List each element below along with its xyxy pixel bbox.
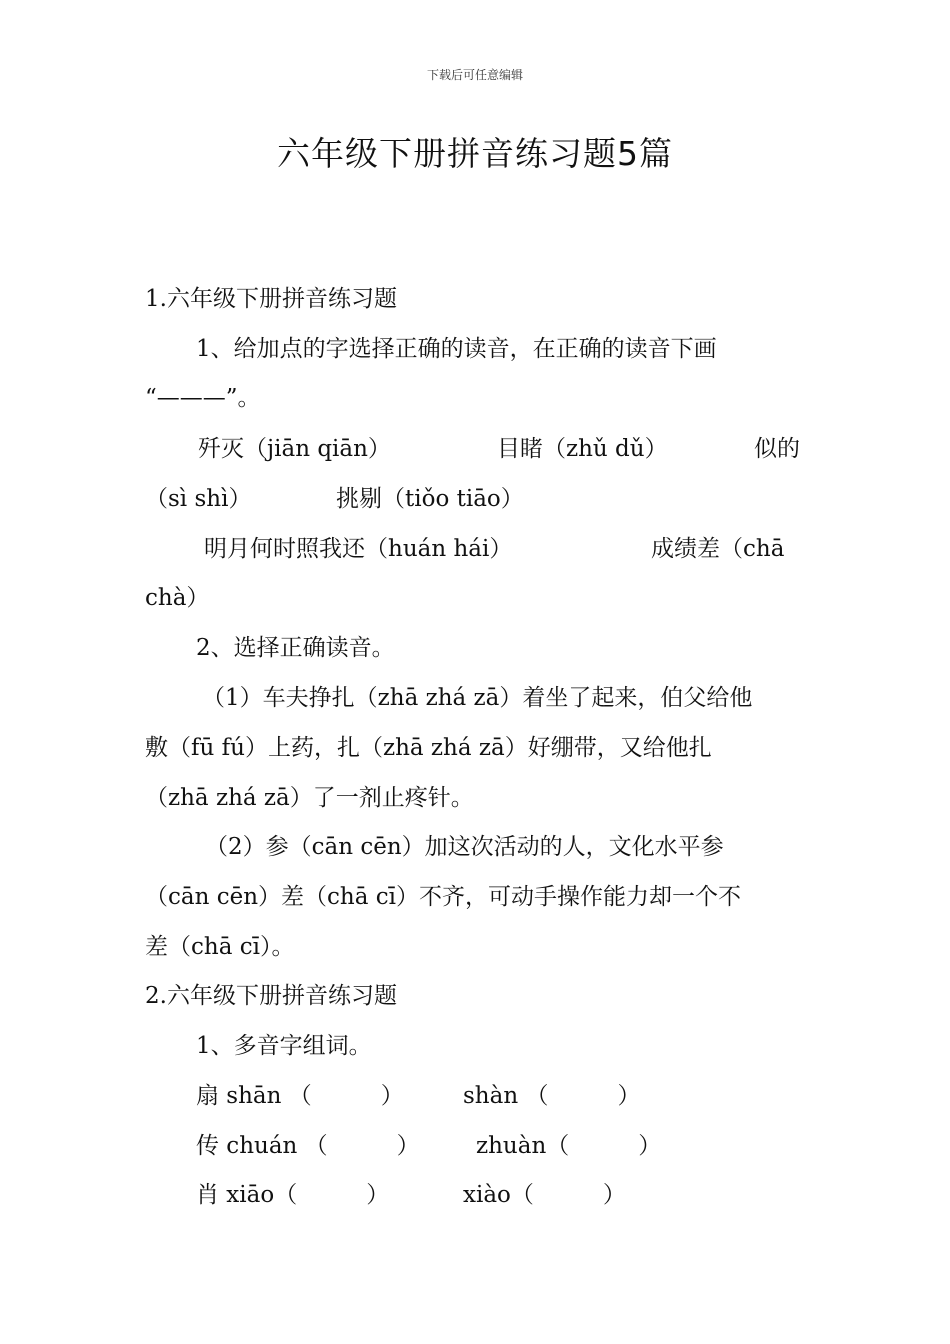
word-side-pinyin: （sì shì） [145,486,252,512]
section-heading-1: 1.六年级下册拼音练习题 [145,286,397,312]
header-note: 下载后可任意编辑 [426,68,523,82]
question-2-item-1-line-1: （1）车夫挣扎（zhā zhá zā）着坐了起来，伯父给他 [202,685,753,711]
polyphone-shan-2: shàn （ ） [463,1083,641,1109]
polyphone-chuan-1: 传 chuán （ ） [196,1133,420,1159]
question-2-1-text: 1、多音字组词。 [196,1033,372,1059]
word-chengjicha-cont: chà） [145,585,210,611]
word-chengjicha: 成绩差（chā [651,536,785,562]
question-1-text: 1、给加点的字选择正确的读音，在正确的读音下画 [196,336,717,362]
question-2-item-1-line-3: （zhā zhá zā）了一剂止疼针。 [145,785,474,811]
document-title: 六年级下册拼音练习题5篇 [277,134,673,173]
question-2-text: 2、选择正确读音。 [196,635,395,661]
polyphone-xiao-1: 肖 xiāo（ ） [196,1182,390,1208]
word-side: 似的 [754,436,800,462]
word-tiaoti: 挑剔（tiǒo tiāo） [336,486,524,512]
section-heading-2: 2.六年级下册拼音练习题 [145,983,397,1009]
polyphone-chuan-2: zhuàn（ ） [476,1133,662,1159]
word-jianmie: 歼灭（jiān qiān） [198,436,391,462]
word-huan: 明月何时照我还（huán hái） [204,536,513,562]
question-2-item-2-line-1: （2）参（cān cēn）加这次活动的人，文化水平参 [205,834,724,860]
question-2-item-2-line-2: （cān cēn）差（chā cī）不齐，可动手操作能力却一个不 [145,884,741,910]
word-mudu: 目睹（zhǔ dǔ） [497,436,668,462]
question-2-item-2-line-3: 差（chā cī）。 [145,934,295,960]
polyphone-shan-1: 扇 shān （ ） [196,1083,404,1109]
polyphone-xiao-2: xiào（ ） [463,1182,626,1208]
question-2-item-1-line-2: 敷（fū fú）上药，扎（zhā zhá zā）好绷带，又给他扎 [145,735,712,761]
question-1-underline-hint: “———”。 [145,385,261,411]
